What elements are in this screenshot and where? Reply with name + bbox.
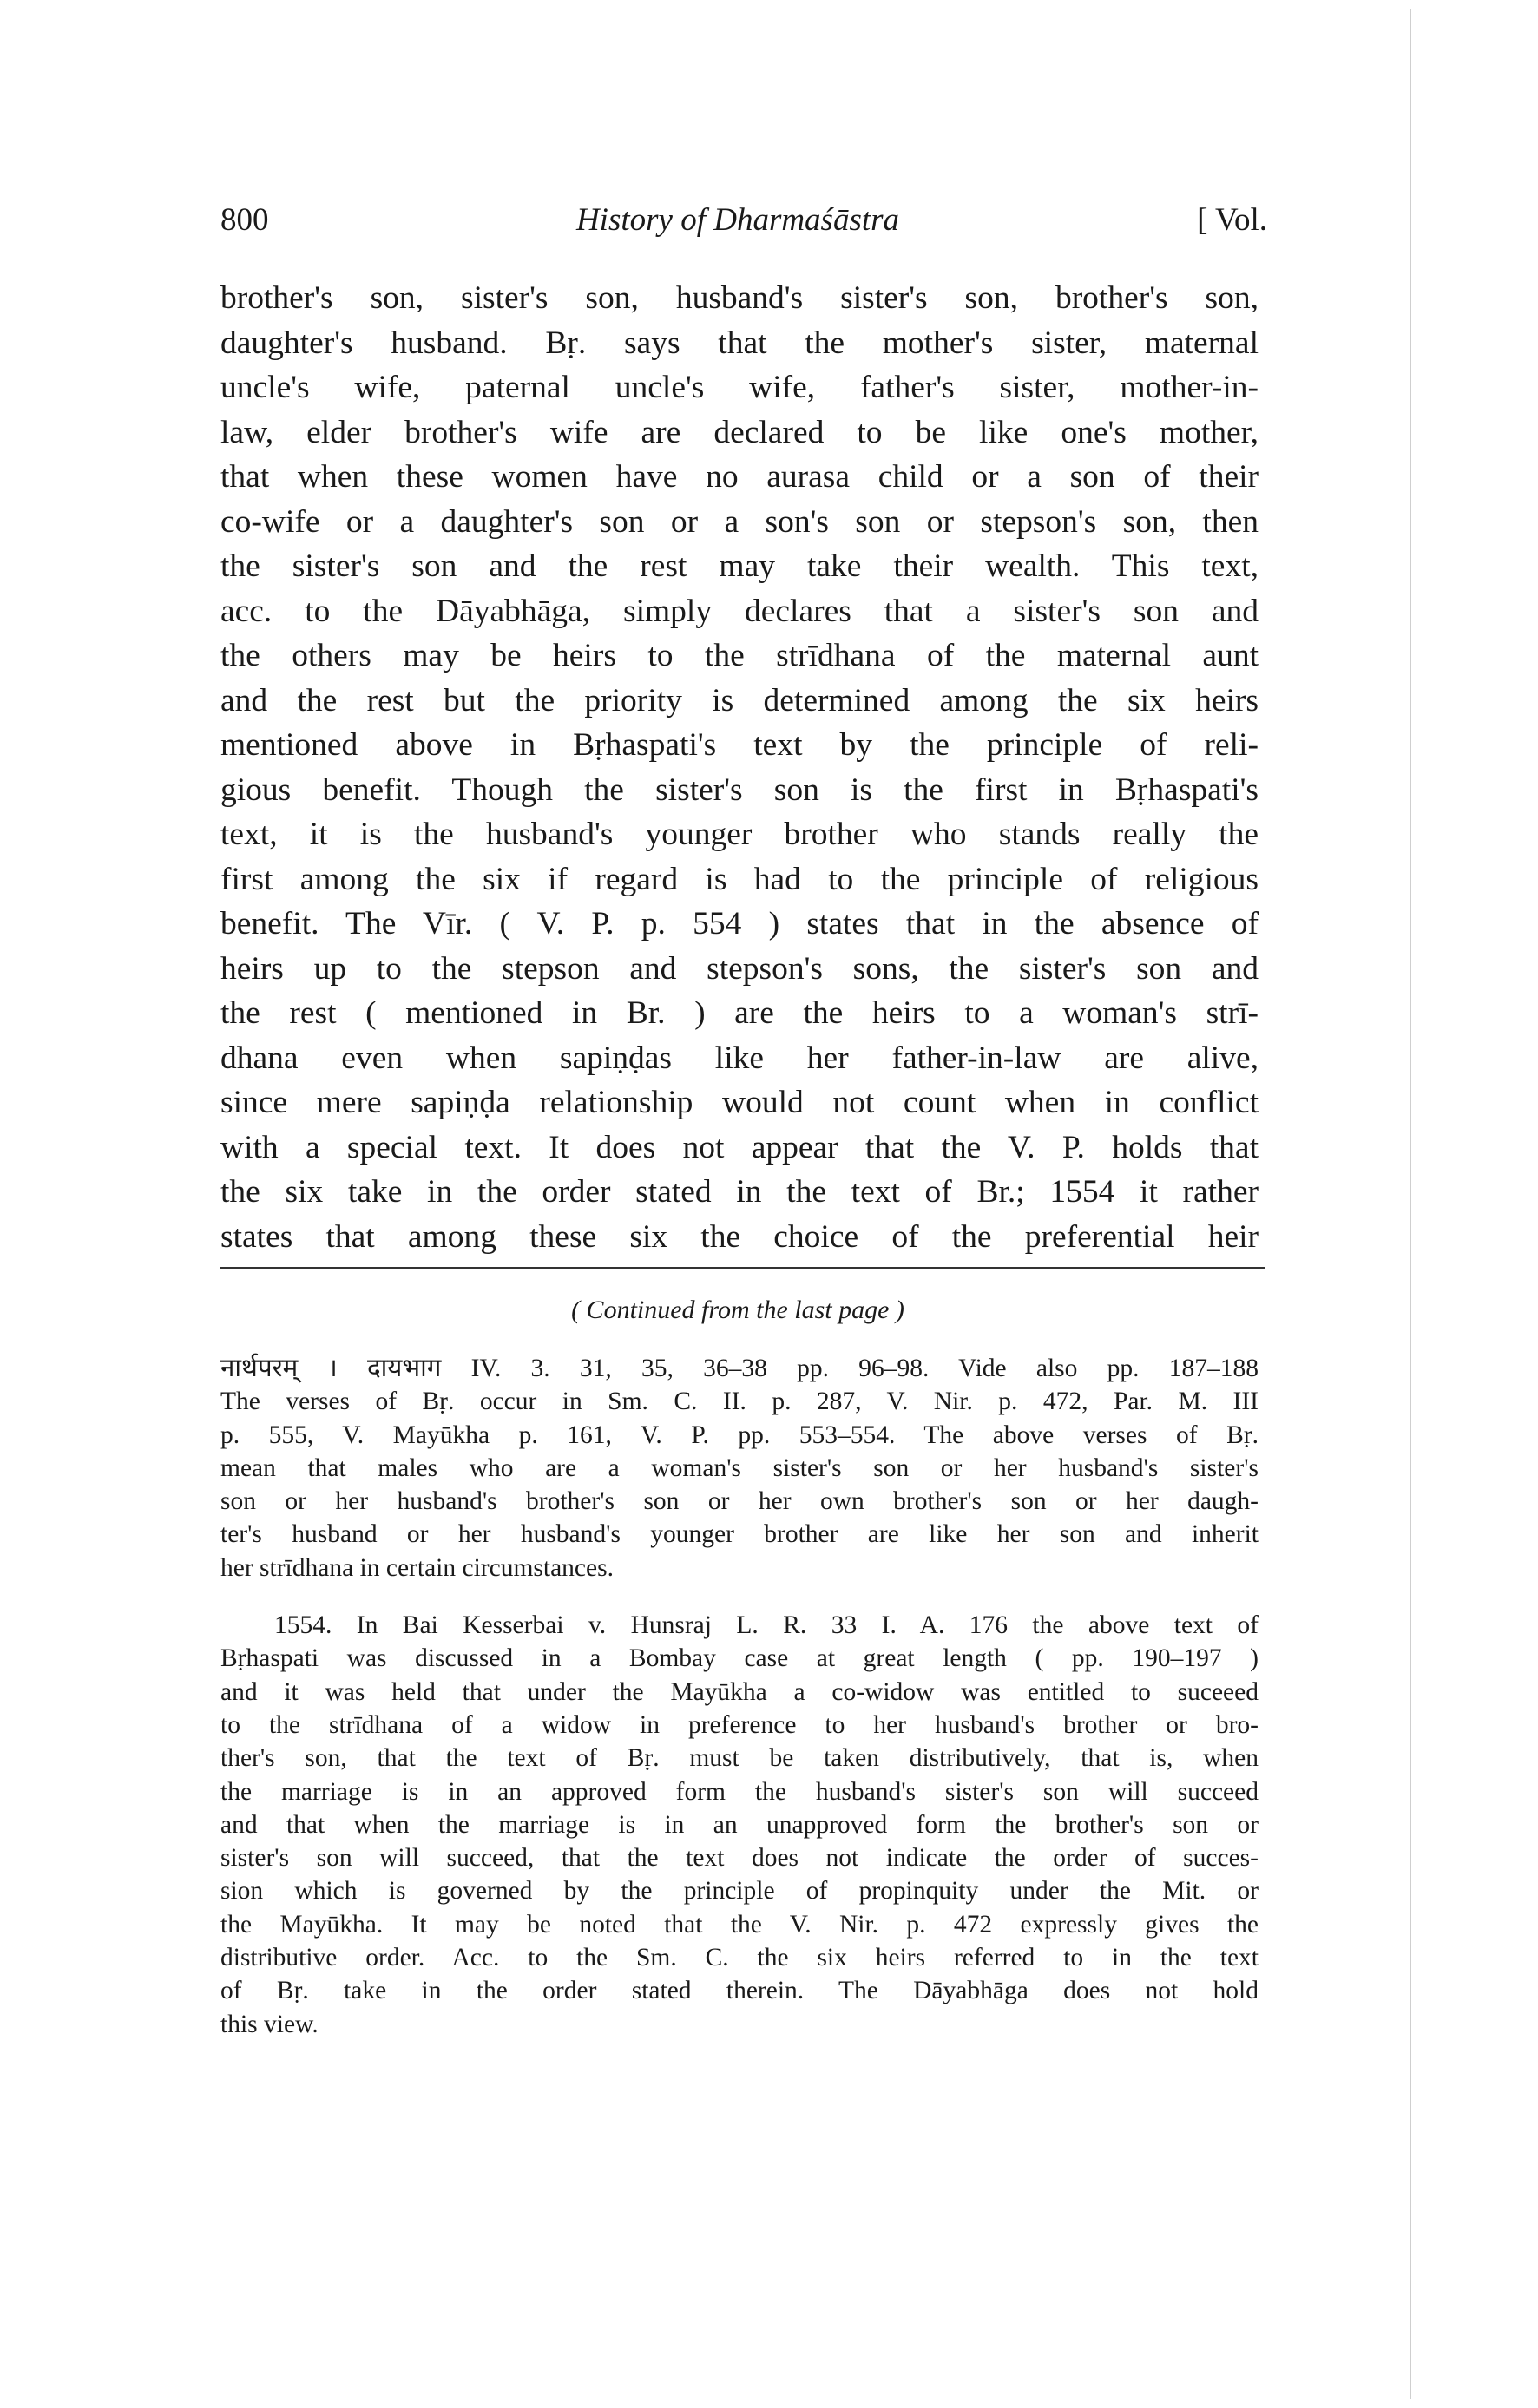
footnote-line: ter's husband or her husband's younger brother are like her son and inherit	[220, 1520, 1259, 1549]
text-line: law, elder brother's wife are declared to be like one's mother,	[220, 414, 1259, 450]
text-line: the rest ( mentioned in Br. ) are the heirs to a woman's strī-	[220, 995, 1259, 1031]
main-text	[220, 276, 1259, 1259]
footnotes	[220, 1352, 1259, 2041]
footnote-1554-line: 1554. In Bai Kesserbai v. Hunsraj L. R. 33 I. A. 176 the above text of	[274, 1611, 1259, 1640]
volume-label: [ Vol.	[1197, 202, 1267, 238]
text-line: co-wife or a daughter's son or a son's son or stepson's son, then	[220, 503, 1259, 540]
page-number: 800	[220, 202, 269, 238]
text-line: daughter's husband. Bṛ. says that the mother's sister, maternal	[220, 325, 1259, 361]
footnote-1554-line: to the strīdhana of a widow in preference to her husband's brother or bro-	[220, 1710, 1259, 1739]
scan-edge-rule	[1410, 9, 1411, 2399]
text-line: first among the six if regard is had to the principle of religious	[220, 861, 1259, 897]
footnote-line: p. 555, V. Mayūkha p. 161, V. P. pp. 553–554. The above verses of Bṛ.	[220, 1421, 1259, 1449]
footnote-1554-line: sion which is governed by the principle of propinquity under the Mit. or	[220, 1877, 1259, 1906]
footnote-line: The verses of Bṛ. occur in Sm. C. II. p. 287, V. Nir. p. 472, Par. M. III	[220, 1388, 1259, 1416]
text-line: text, it is the husband's younger brother who stands really the	[220, 817, 1259, 852]
footnote-1554-line: ther's son, that the text of Bṛ. must be taken distributively, that is, when	[220, 1744, 1259, 1773]
text-line: the others may be heirs to the strīdhana of the maternal aunt	[220, 638, 1259, 673]
text-line: heirs up to the stepson and stepson's sons, the sister's son and	[220, 950, 1259, 987]
book-title: History of Dharmaśāstra	[575, 202, 900, 238]
footnote-1554-line: and it was held that under the Mayūkha a co-widow was entitled to suceeed	[220, 1677, 1259, 1706]
text-line: the sister's son and the rest may take their wealth. This text,	[220, 548, 1259, 584]
footnote-gap	[220, 1585, 1259, 1609]
text-line: and the rest but the priority is determined among the six heirs	[220, 682, 1259, 718]
footnote-line: नार्थपरम् । दायभाग IV. 3. 31, 35, 36–38 pp. 96–98. Vide also pp. 187–188	[220, 1355, 1259, 1382]
footnote-1554-line: Bṛhaspati was discussed in a Bombay case at great length ( pp. 190–197 )	[220, 1644, 1259, 1673]
footnote-1554-line: sister's son will succeed, that the text does not indicate the order of succes-	[220, 1844, 1259, 1873]
text-line: uncle's wife, paternal uncle's wife, father's sister, mother-in-	[220, 370, 1259, 405]
footnote-1554-line: the marriage is in an approved form the husband's sister's son will succeed	[220, 1777, 1259, 1806]
footnote-continuation-heading: ( Continued from the last page )	[571, 1296, 904, 1324]
footnote-line: mean that males who are a woman's sister's son or her husband's sister's	[220, 1453, 1259, 1482]
text-line: states that among these six the choice of the preferential heir	[220, 1218, 1259, 1255]
footnote-1554-line: of Bṛ. take in the order stated therein. The Dāyabhāga does not hold	[220, 1977, 1259, 2005]
footnote-1554-line: and that when the marriage is in an unapproved form the brother's son or	[220, 1810, 1259, 1839]
text-line: since mere sapiṇḍa relationship would not count when in conflict	[220, 1085, 1259, 1120]
footnote-1554-line: the Mayūkha. It may be noted that the V. Nir. p. 472 expressly gives the	[220, 1910, 1259, 1939]
footnote-line: her strīdhana in certain circumstances.	[220, 1553, 614, 1582]
footnote-1554-line: distributive order. Acc. to the Sm. C. the six heirs referred to in the text	[220, 1944, 1259, 1972]
text-line: dhana even when sapiṇḍas like her father-in-law are alive,	[220, 1040, 1259, 1076]
text-line: mentioned above in Bṛhaspati's text by the principle of reli-	[220, 727, 1259, 763]
text-line: that when these women have no aurasa child or a son of their	[220, 459, 1259, 495]
text-line: the six take in the order stated in the text of Br.; 1554 it rather	[220, 1174, 1259, 1210]
text-line: brother's son, sister's son, husband's sister's son, brother's son,	[220, 280, 1259, 316]
running-head	[208, 201, 1267, 245]
text-line: benefit. The Vīr. ( V. P. p. 554 ) states that in the absence of	[220, 906, 1259, 942]
text-line: gious benefit. Though the sister's son is the first in Bṛhaspati's	[220, 771, 1259, 808]
footnote-1554-line: this view.	[220, 2010, 319, 2038]
text-line: with a special text. It does not appear that the V. P. holds that	[220, 1129, 1259, 1165]
footnote-line: son or her husband's brother's son or her own brother's son or her daugh-	[220, 1487, 1259, 1516]
text-line: acc. to the Dāyabhāga, simply declares that a sister's son and	[220, 593, 1259, 629]
footnote-divider	[220, 1267, 1265, 1269]
